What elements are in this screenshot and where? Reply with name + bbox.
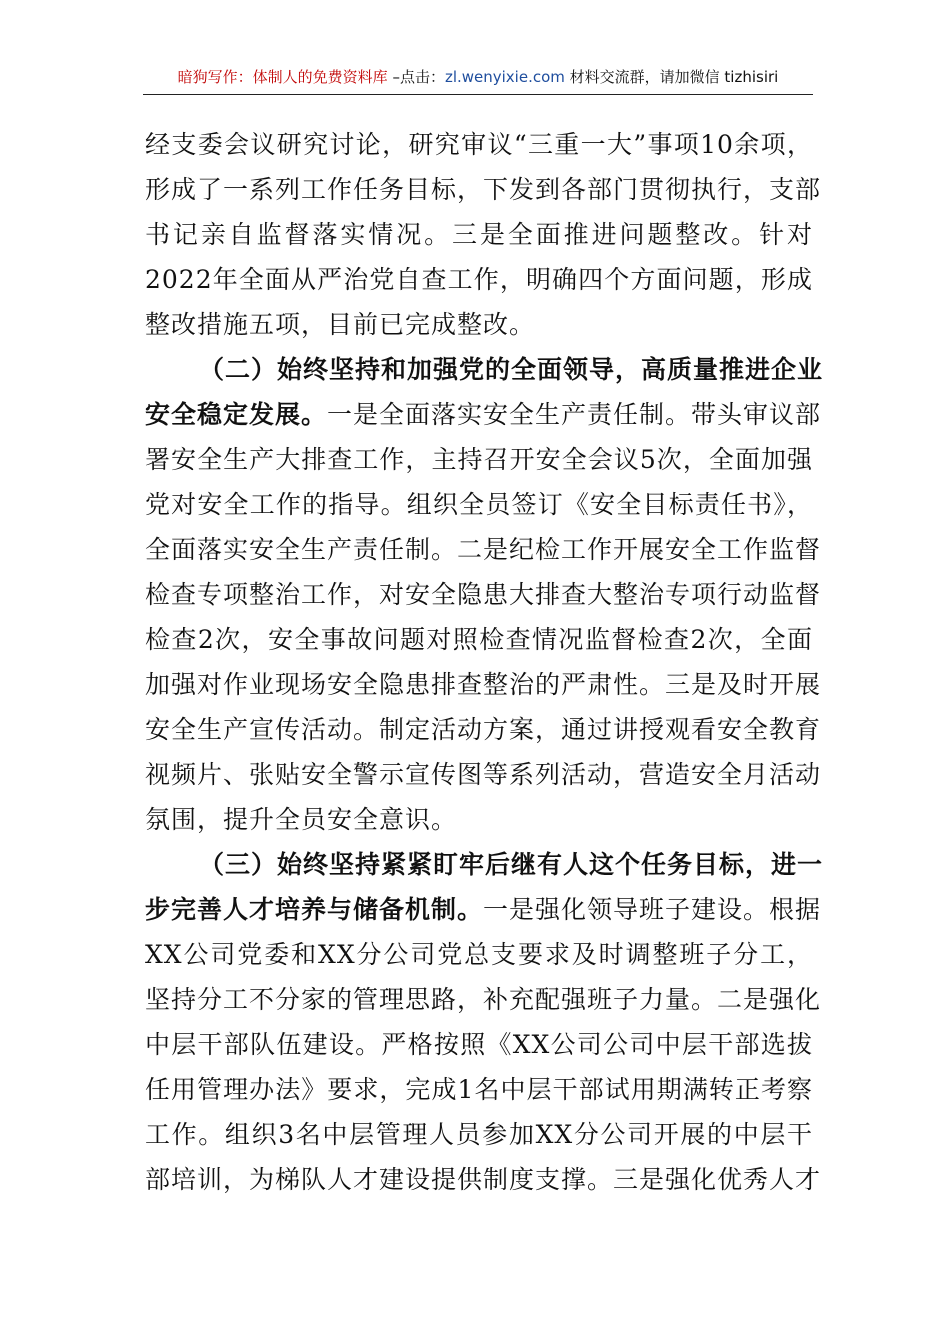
text-line: 步完善人才培养与储备机制。一是强化领导班子建设。根据 [145,895,822,924]
text-line: 视频片、张贴安全警示宣传图等系列活动，营造安全月活动 [145,760,822,789]
text-line: 检查2次，安全事故问题对照检查情况监督检查2次，全面 [145,625,813,654]
text-line: 中层干部队伍建设。严格按照《XX公司公司中层干部选拔 [145,1030,813,1059]
text-line: 2022年全面从严治党自查工作，明确四个方面问题，形成 [145,265,813,294]
paragraph [145,842,824,1202]
paragraph [145,122,822,347]
section-heading-line: （二）始终坚持和加强党的全面领导，高质量推进企业 [199,355,824,384]
text-line: 党对安全工作的指导。组织全员签订《安全目标责任书》， [145,490,813,519]
header-click-label: –点击： [387,68,445,86]
text-line: 书记亲自监督落实情况。三是全面推进问题整改。针对 [145,220,813,249]
document-body [145,122,824,1202]
text-line: 氛围，提升全员安全意识。 [145,805,458,834]
text-line: 全面落实安全生产责任制。二是纪检工作开展安全工作监督 [145,535,822,564]
text-line: 形成了一系列工作任务目标，下发到各部门贯彻执行，支部 [145,175,822,204]
text-line: 坚持分工不分家的管理思路，补充配强班子力量。二是强化 [145,985,822,1014]
text-line: 安全生产宣传活动。制定活动方案，通过讲授观看安全教育 [145,715,822,744]
header-link[interactable]: zl.wenyixie.com [444,68,565,86]
text-line: 经支委会议研究讨论，研究审议“三重一大”事项10余项， [145,130,813,159]
page-header [143,64,813,95]
text-line: 安全稳定发展。一是全面落实安全生产责任制。带头审议部 [145,400,822,429]
header-brand: 暗狗写作：体制人的免费资料库 [177,68,388,86]
section-heading-line: （三）始终坚持紧紧盯牢后继有人这个任务目标，进一 [199,850,824,879]
text-line: 检查专项整治工作，对安全隐患大排查大整治专项行动监督 [145,580,822,609]
text-line: 任用管理办法》要求，完成1名中层干部试用期满转正考察 [145,1075,813,1104]
text-line: 部培训，为梯队人才建设提供制度支撑。三是强化优秀人才 [145,1165,822,1194]
text-line: 加强对作业现场安全隐患排查整治的严肃性。三是及时开展 [145,670,822,699]
text-line: 署安全生产大排查工作，主持召开安全会议5次，全面加强 [145,445,813,474]
text-line: 整改措施五项，目前已完成整改。 [145,310,536,339]
header-contact: 材料交流群，请加微信 tizhisiri [564,68,779,86]
text-line: XX公司党委和XX分公司党总支要求及时调整班子分工， [145,940,813,969]
paragraph [145,347,824,842]
text-line: 工作。组织3名中层管理人员参加XX分公司开展的中层干 [145,1120,813,1149]
